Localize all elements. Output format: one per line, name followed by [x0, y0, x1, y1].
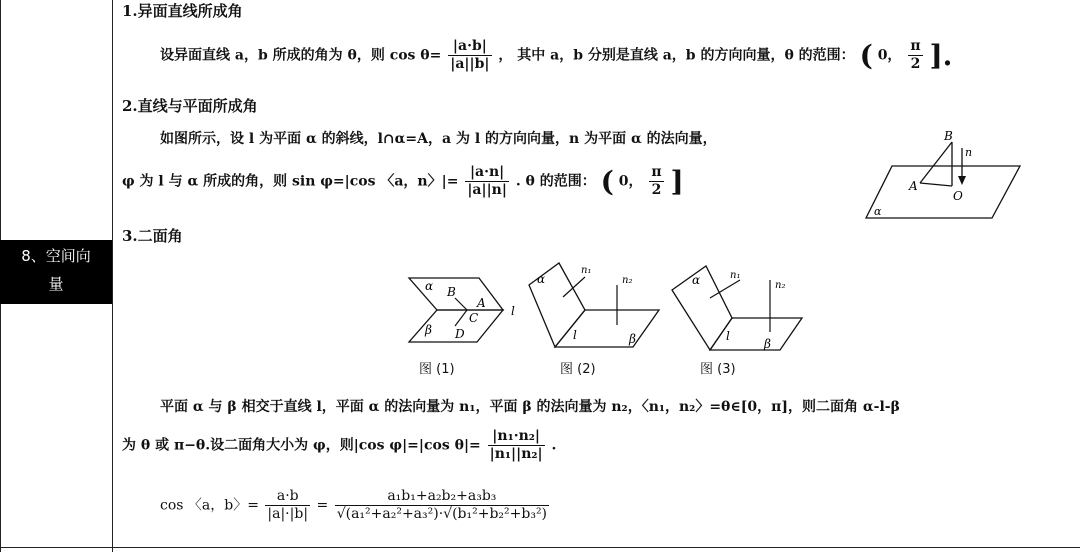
s2-frac-den: |a||n|: [467, 182, 507, 198]
fig2-label-beta: β: [629, 332, 636, 346]
fig2-label-l: l: [573, 328, 577, 342]
fig1-caption: 图 (1): [419, 362, 455, 377]
s2-range-open: (: [600, 165, 614, 198]
s2-fraction: [465, 164, 509, 199]
section3-para2: [122, 428, 556, 463]
s2-frac-num: |a·n|: [465, 164, 509, 182]
cos-f1-den: |a|·|b|: [267, 506, 309, 522]
fig1-seg-CB: [455, 298, 467, 310]
fig-label-O: O: [953, 189, 963, 203]
section1-formula-line: [160, 38, 952, 73]
cos-f2-den: √(a₁²+a₂²+a₃²)·√(b₁²+b₂²+b₃²): [336, 506, 548, 522]
fig3-plane-alpha: [672, 266, 732, 350]
cos-formula: [160, 488, 551, 523]
s1-fraction: [448, 38, 491, 73]
cos-eq: =: [316, 497, 329, 514]
fig1-label-A: A: [477, 296, 486, 310]
s3-para2-end: .: [551, 437, 557, 454]
fig1-label-D: D: [455, 327, 465, 341]
s2-range-frac: [649, 164, 663, 199]
fig3-label-n2: n₂: [775, 280, 786, 291]
fig3-plane-beta: [710, 318, 802, 350]
fig2-label-alpha: α: [537, 272, 546, 286]
s1-frac-den: |a||b|: [450, 56, 490, 72]
fig3-label-l: l: [726, 329, 730, 343]
fig2-plane-beta: [555, 310, 659, 347]
dihedral-figure-1: [407, 270, 527, 350]
s1-range-open: (: [859, 39, 873, 72]
section3-para1: 平面 α 与 β 相交于直线 l，平面 α 的法向量为 n₁，平面 β 的法向量为 n₂，〈n₁，n₂〉=θ∈[0，π]，则二面角 α-l-β: [160, 399, 900, 415]
row-label-line1: 8、空间向: [21, 247, 91, 265]
s1-line-pre: 设异面直线 a，b 所成的角为 θ，则 cos θ=: [160, 47, 442, 64]
fig1-label-beta: β: [425, 323, 432, 337]
row-label-line2: 量: [48, 275, 64, 293]
plane-alpha-shape: [866, 166, 1020, 218]
fig3-label-beta: β: [764, 337, 771, 351]
dihedral-figure-3: [670, 258, 810, 358]
row-label: [0, 240, 112, 304]
fig1-plane-alpha: [409, 278, 503, 310]
s2-range-body: 0，: [618, 173, 643, 190]
s3-para2-pre: 为 θ 或 π−θ.设二面角大小为 φ，则|cos φ|=|cos θ|=: [122, 437, 481, 454]
cos-frac2: [335, 488, 549, 523]
fig-label-A: A: [909, 179, 918, 193]
section3-title: 3.二面角: [122, 227, 183, 245]
s1-range-num: π: [910, 38, 921, 54]
fig1-label-B: B: [447, 285, 456, 299]
fig2-label-n1: n₁: [581, 265, 592, 276]
s2-line2-mid: . θ 的范围：: [515, 173, 596, 190]
s1-range-frac: [908, 38, 922, 73]
s1-line-mid: ， 其中 a，b 分别是直线 a，b 的方向向量，θ 的范围：: [498, 47, 855, 64]
s1-frac-num: |a·b|: [448, 38, 491, 56]
s2-range-den: 2: [651, 182, 662, 198]
fig3-label-n1: n₁: [730, 270, 741, 281]
fig1-label-l: l: [511, 304, 515, 318]
section2-line1: 如图所示，设 l 为平面 α 的斜线，l∩α=A，a 为 l 的方向向量，n 为平面 α 的法向量，: [160, 131, 717, 147]
slant-line: [920, 142, 952, 183]
fig1-label-alpha: α: [425, 279, 434, 293]
s1-range-close: ].: [929, 39, 953, 72]
fig-label-alpha: α: [874, 205, 882, 218]
section2-line2: [122, 164, 684, 199]
cos-frac1: [265, 488, 310, 523]
dihedral-figure-2: [527, 255, 667, 355]
s1-range-body: 0，: [877, 47, 902, 64]
fig2-label-n2: n₂: [622, 275, 633, 286]
column-divider: [112, 0, 113, 552]
fig3-label-alpha: α: [692, 273, 701, 287]
cos-pre: cos 〈a，b〉=: [160, 497, 259, 514]
fig3-caption: 图 (3): [700, 362, 736, 377]
s1-range-den: 2: [910, 56, 921, 72]
fig1-label-C: C: [469, 311, 479, 325]
normal-arrowhead: [958, 176, 966, 185]
s2-range-num: π: [651, 164, 662, 180]
s2-line2-pre: φ 为 l 与 α 所成的角，则 sin φ=|cos 〈a，n〉|=: [122, 173, 459, 190]
line-plane-figure: [862, 128, 1032, 223]
section1-title: 1.异面直线所成角: [122, 2, 243, 20]
content-cell: [122, 0, 1072, 552]
s2-range-close: ]: [670, 165, 684, 198]
fig-label-n: n: [965, 146, 973, 159]
projection-line: [920, 183, 952, 186]
s3-para2-num: |n₁·n₂|: [488, 428, 545, 446]
s3-para2-fraction: [488, 428, 545, 463]
cos-f2-num: a₁b₁+a₂b₂+a₃b₃: [335, 488, 549, 506]
s3-para2-den: |n₁||n₂|: [489, 446, 543, 462]
section2-title: 2.直线与平面所成角: [122, 97, 258, 115]
fig1-seg-CD: [455, 310, 467, 326]
cos-f1-num: a·b: [265, 488, 310, 506]
fig-label-B: B: [944, 129, 953, 143]
fig2-caption: 图 (2): [560, 362, 596, 377]
fig2-normal-n1: [563, 277, 585, 297]
